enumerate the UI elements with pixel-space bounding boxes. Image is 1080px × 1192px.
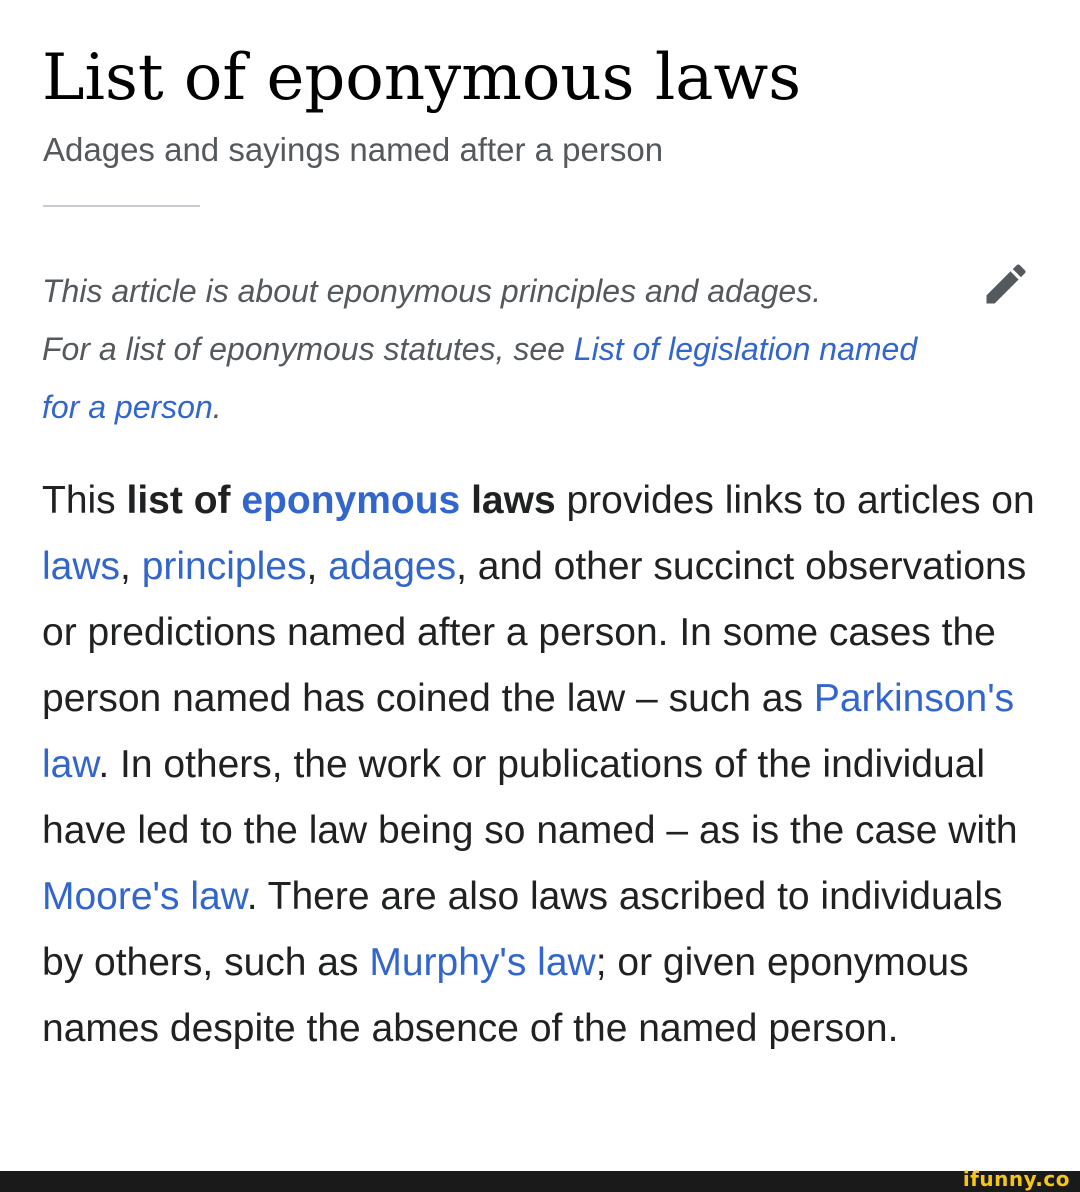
title-divider <box>43 205 200 207</box>
hatnote <box>42 262 922 436</box>
lead-text: , <box>306 545 329 588</box>
footer-bar <box>0 1167 1080 1192</box>
hatnote-suffix: . <box>212 389 222 425</box>
eponymous-link[interactable]: eponymous <box>241 479 461 522</box>
page-subtitle: Adages and sayings named after a person <box>43 131 664 168</box>
lead-paragraph <box>42 468 1052 1062</box>
lead-text: , and other succinct observations or predictions named after a person. In some cases the person named has coined the law – such as <box>42 545 1027 720</box>
parkinsons-law-link[interactable]: Parkinson's law <box>42 677 1015 786</box>
lead-text: This <box>42 479 127 522</box>
adages-link[interactable]: adages <box>328 545 457 588</box>
murphys-law-link[interactable]: Murphy's law <box>369 941 596 984</box>
pencil-icon[interactable] <box>980 258 1032 310</box>
page-title: List of eponymous laws <box>42 41 802 115</box>
lead-text: ; or given eponymous names despite the absence of the named person. <box>42 941 969 1050</box>
principles-link[interactable]: principles <box>141 545 307 588</box>
hatnote-line1: This article is about eponymous principles and adages. <box>42 273 822 309</box>
lead-text: , <box>120 545 142 588</box>
lead-text <box>231 479 242 522</box>
lead-text: . There are also laws ascribed to individuals by others, such as <box>42 875 1003 984</box>
bold-text: laws <box>471 479 556 522</box>
moores-law-link[interactable]: Moore's law <box>42 875 247 918</box>
bold-text: list of <box>126 479 231 522</box>
hatnote-prefix: For a list of eponymous statutes, see <box>42 331 574 367</box>
legislation-link[interactable]: List of legislation named for a person <box>42 331 918 425</box>
lead-text <box>460 479 471 522</box>
laws-link[interactable]: laws <box>42 545 121 588</box>
lead-text: provides links to articles on <box>555 479 1035 522</box>
watermark: ifunny.co <box>962 1167 1070 1191</box>
lead-text: . In others, the work or publications of the individual have led to the law being so named – as is the case with <box>42 743 1018 852</box>
